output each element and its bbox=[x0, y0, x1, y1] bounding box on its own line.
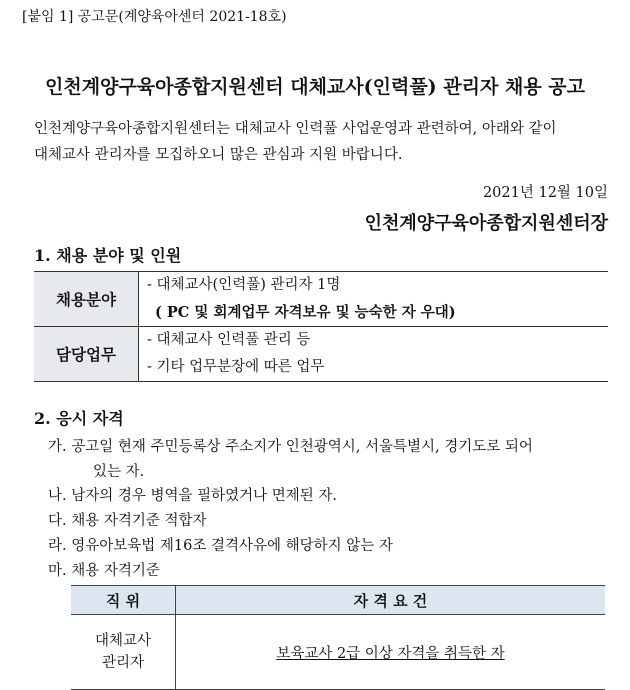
field-line: - 대체교사(인력풀) 관리자 1명 bbox=[147, 277, 341, 293]
requirement-column-header: 자 격 요 건 bbox=[176, 586, 606, 615]
intro-line-2: 대체교사 관리자를 모집하오니 많은 관심과 지원 바랍니다. bbox=[34, 147, 403, 163]
qualification-item: 나. 남자의 경우 병역을 필하였거나 면제된 자. bbox=[48, 488, 337, 504]
position-column-header: 직 위 bbox=[71, 586, 176, 615]
table-header-row bbox=[71, 586, 605, 615]
duty-line: - 대체교사 인력풀 관리 등 bbox=[147, 332, 311, 348]
requirement-text: 보육교사 2급 이상 자격을 취득한 자 bbox=[276, 645, 505, 662]
intro-line-1: 인천계양구육아종합지원센터는 대체교사 인력풀 사업운영과 관련하여, 아래와 같이 bbox=[34, 121, 557, 137]
requirement-cell bbox=[176, 615, 606, 690]
table-row bbox=[34, 272, 608, 327]
recruitment-field-table bbox=[34, 271, 608, 382]
document-title: 인천계양구육아종합지원센터 대체교사(인력풀) 관리자 채용 공고 bbox=[45, 76, 585, 98]
field-header: 채용분야 bbox=[34, 272, 139, 327]
qualification-item: 다. 채용 자격기준 적합자 bbox=[48, 513, 207, 529]
table-row bbox=[71, 615, 605, 690]
section-1-heading: 1. 채용 분야 및 인원 bbox=[34, 246, 182, 265]
position-line-1: 대체교사 bbox=[94, 633, 152, 649]
position-line-2: 관리자 bbox=[101, 655, 145, 671]
section-2-heading: 2. 응시 자격 bbox=[34, 409, 124, 428]
duty-header: 담당업무 bbox=[34, 327, 139, 382]
position-cell bbox=[71, 615, 176, 690]
announcement-date: 2021년 12월 10일 bbox=[482, 185, 608, 201]
qualification-item: 마. 채용 자격기준 bbox=[48, 563, 160, 579]
qualification-item: 가. 공고일 현재 주민등록상 주소지가 인천광역시, 서울특별시, 경기도로 되어 bbox=[48, 439, 533, 455]
duty-line: - 기타 업무분장에 따른 업무 bbox=[147, 359, 325, 375]
qualification-item: 라. 영유아보육법 제16조 결격사유에 해당하지 않는 자 bbox=[48, 538, 393, 554]
table-row bbox=[34, 327, 608, 382]
attachment-label: [붙임 1] 공고문(계양육아센터 2021-18호) bbox=[22, 9, 287, 25]
field-note: ( PC 및 회계업무 자격보유 및 능숙한 자 우대) bbox=[155, 304, 456, 321]
field-content bbox=[139, 272, 609, 327]
issuer-name: 인천계양구육아종합지원센터장 bbox=[364, 213, 608, 234]
duty-content bbox=[139, 327, 609, 382]
qualification-item-continued: 있는 자. bbox=[93, 464, 145, 480]
requirements-table bbox=[71, 585, 605, 690]
